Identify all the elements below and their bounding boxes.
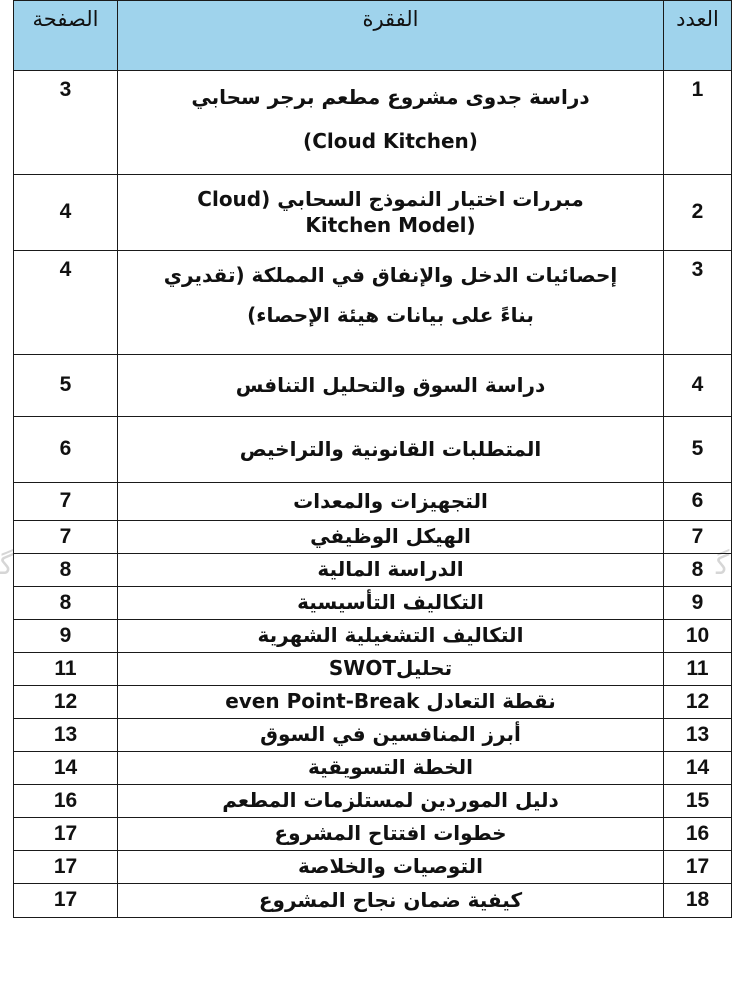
row-number: 16 [664,818,732,851]
row-number: 12 [664,686,732,719]
row-number: 1 [664,71,732,175]
row-page: 13 [14,719,118,752]
row-item-line: (Cloud Kitchen) [303,129,478,153]
row-item: أبرز المنافسين في السوق [118,719,664,752]
row-page: 17 [14,851,118,884]
row-item: الدراسة المالية [118,554,664,587]
table-row [14,686,732,719]
row-item: المتطلبات القانونية والتراخيص [118,417,664,483]
row-item: كيفية ضمان نجاح المشروع [118,884,664,918]
row-item: تحليلSWOT [118,653,664,686]
table-row [14,818,732,851]
table-row [14,355,732,417]
row-item: التكاليف التأسيسية [118,587,664,620]
table-row [14,417,732,483]
table-row [14,620,732,653]
table-row [14,175,732,251]
row-page: 7 [14,521,118,554]
table-row [14,653,732,686]
header-page: الصفحة [14,1,118,71]
header-number: العدد [664,1,732,71]
table-row [14,521,732,554]
table-row [14,483,732,521]
row-number: 9 [664,587,732,620]
row-number: 13 [664,719,732,752]
table-row [14,587,732,620]
row-item-line: دراسة جدوى مشروع مطعم برجر سحابي [191,85,590,109]
table-row [14,719,732,752]
row-number: 17 [664,851,732,884]
table-row [14,785,732,818]
row-number: 2 [664,175,732,251]
header-row [14,1,732,71]
row-page: 6 [14,417,118,483]
row-number: 4 [664,355,732,417]
row-page: 4 [14,251,118,355]
row-item: التوصيات والخلاصة [118,851,664,884]
row-item: خطوات افتتاح المشروع [118,818,664,851]
watermark-right-mark: ﮔ [716,548,730,581]
row-item [118,175,664,251]
row-number: 14 [664,752,732,785]
row-item: دليل الموردين لمستلزمات المطعم [118,785,664,818]
row-page: 17 [14,884,118,918]
row-number: 6 [664,483,732,521]
row-item: الخطة التسويقية [118,752,664,785]
row-page: 8 [14,587,118,620]
row-number: 5 [664,417,732,483]
table-row [14,752,732,785]
row-item: دراسة السوق والتحليل التنافس [118,355,664,417]
watermark-left-mark: ﮔ [0,548,14,581]
row-item: نقطة التعادل even Point-Break [118,686,664,719]
row-number: 18 [664,884,732,918]
row-item-line: مبررات اختيار النموذج السحابي (Cloud [197,186,584,211]
row-number: 3 [664,251,732,355]
row-item-line: Kitchen Model) [305,212,476,237]
row-number: 8 [664,554,732,587]
table-of-contents [13,0,732,918]
row-number: 11 [664,653,732,686]
row-item-line: بناءً على بيانات هيئة الإحصاء) [247,303,534,327]
row-item [118,251,664,355]
row-page: 8 [14,554,118,587]
row-item-line: إحصائيات الدخل والإنفاق في المملكة (تقديري [163,263,618,287]
table-row [14,851,732,884]
row-item: التكاليف التشغيلية الشهرية [118,620,664,653]
row-page: 7 [14,483,118,521]
row-page: 17 [14,818,118,851]
row-number: 15 [664,785,732,818]
row-item [118,71,664,175]
row-number: 7 [664,521,732,554]
row-page: 9 [14,620,118,653]
row-page: 5 [14,355,118,417]
header-item: الفقرة [118,1,664,71]
row-page: 14 [14,752,118,785]
row-page: 16 [14,785,118,818]
row-item: التجهيزات والمعدات [118,483,664,521]
row-page: 3 [14,71,118,175]
table-row [14,554,732,587]
row-page: 4 [14,175,118,251]
row-number: 10 [664,620,732,653]
row-item: الهيكل الوظيفي [118,521,664,554]
row-page: 12 [14,686,118,719]
row-page: 11 [14,653,118,686]
table-row [14,71,732,175]
table-row [14,251,732,355]
table-row [14,884,732,918]
